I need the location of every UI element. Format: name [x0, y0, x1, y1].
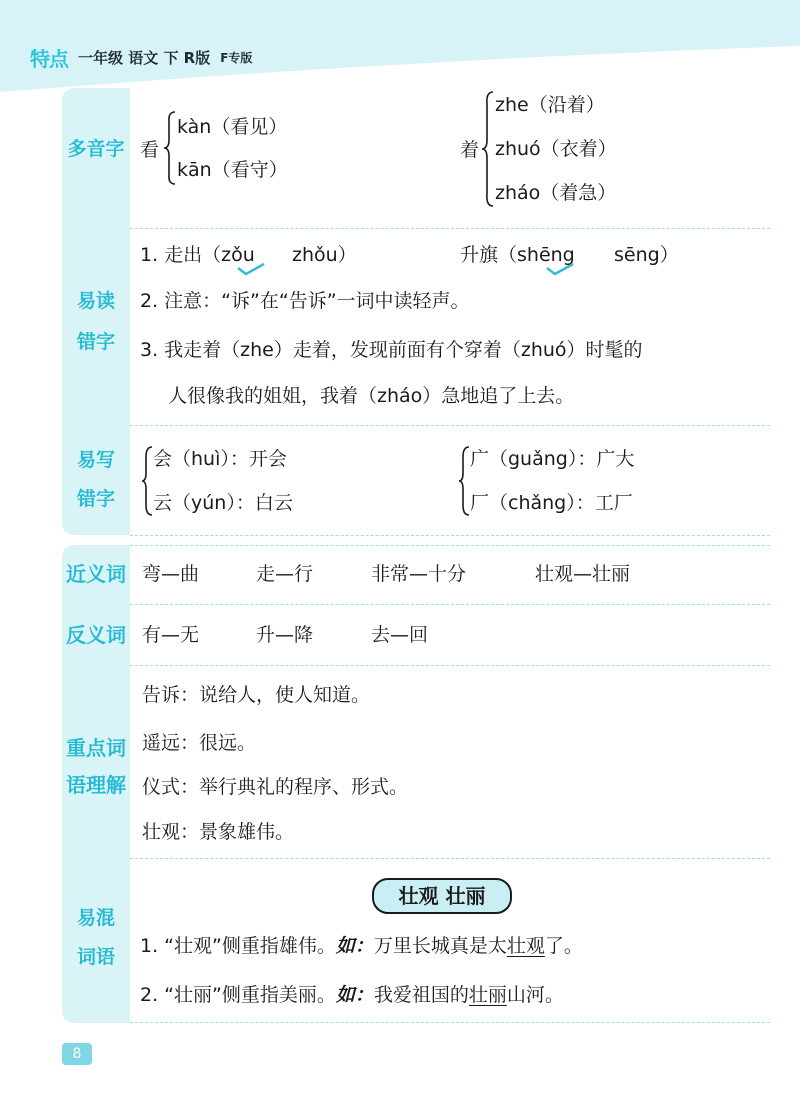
- divider: [130, 1022, 770, 1023]
- misread-line-1a: 1. 走出（zǒu: [140, 244, 255, 266]
- antonym-item: 升—降: [256, 624, 314, 646]
- brand-logo: 特点: [30, 46, 68, 71]
- misread-line-4: 人很像我的姐姐，我着（zháo）急地追了上去。: [168, 385, 575, 407]
- section-label-key-words-2: 语理解: [66, 773, 126, 797]
- miswrite-a2: 云（yún）：白云: [153, 492, 293, 514]
- antonym-item: 有—无: [142, 624, 200, 646]
- section-label-synonyms: 近义词: [66, 562, 126, 586]
- miswrite-b1: 广（guǎng）：广大: [470, 448, 635, 470]
- section-label-antonyms: 反义词: [66, 623, 126, 647]
- brace-icon: [458, 445, 470, 517]
- key-word-item: 告诉：说给人，使人知道。: [142, 684, 371, 706]
- reading-zhe-3: zháo（着急）: [495, 182, 617, 204]
- antonym-item: 去—回: [371, 624, 429, 646]
- section-label-misread-2: 错字: [76, 331, 115, 353]
- confusable-line-2: [140, 983, 564, 1007]
- check-icon: [545, 262, 575, 276]
- page-header: [30, 44, 252, 70]
- misread-line-3: 3. 我走着（zhe）走着，发现前面有个穿着（zhuó）时髦的: [140, 339, 643, 361]
- section-label-miswrite-1: 易写: [76, 449, 115, 471]
- divider: [130, 535, 770, 536]
- confusable-terms-box: 壮观 壮丽: [372, 878, 512, 914]
- synonym-item: 壮观—壮丽: [535, 563, 631, 585]
- section-label-key-words-1: 重点词: [66, 736, 126, 760]
- synonym-item: 弯—曲: [142, 563, 200, 585]
- example-text: 山河。: [506, 984, 564, 1006]
- key-word-item: 遥远：很远。: [142, 732, 257, 754]
- reading-zhe-2: zhuó（衣着）: [495, 138, 617, 160]
- example-text: 我爱祖国的: [373, 984, 469, 1006]
- reading-zhe-1: zhe（沿着）: [495, 94, 605, 116]
- divider: [130, 665, 770, 666]
- key-word-item: 壮观：景象雄伟。: [142, 821, 295, 843]
- misread-line-2: 2. 注意：“诉”在“告诉”一词中读轻声。: [140, 290, 470, 312]
- edition-label: F专版: [220, 50, 253, 65]
- misread-line-1b: zhǒu）: [292, 244, 357, 266]
- misread-line-1d: sēng）: [614, 244, 679, 266]
- section-label-misread-1: 易读: [76, 290, 115, 312]
- example-text: 了。: [544, 935, 583, 957]
- miswrite-a1: 会（huì）：开会: [153, 448, 287, 470]
- page-number: 8: [62, 1043, 92, 1065]
- key-word-item: 仪式：举行典礼的程序、形式。: [142, 776, 409, 798]
- divider: [130, 228, 770, 229]
- divider: [130, 425, 770, 426]
- book-title: 一年级 语文 下 R版: [78, 48, 211, 67]
- section-label-miswrite-2: 错字: [76, 488, 115, 510]
- miswrite-b2: 厂（chǎng）：工厂: [470, 492, 633, 514]
- confusable-line-1-text: 1. “壮观”侧重指雄伟。: [140, 935, 336, 957]
- reading-kan-1: kàn（看见）: [177, 116, 288, 138]
- misread-line-1c: 升旗（shēng: [460, 244, 575, 266]
- example-text: 万里长城真是太: [373, 935, 507, 957]
- brace-icon: [481, 90, 495, 208]
- synonym-item: 非常—十分: [371, 563, 467, 585]
- brace-icon: [141, 445, 153, 517]
- section-label-polyphone: 多音字: [67, 138, 125, 160]
- synonym-item: 走—行: [256, 563, 314, 585]
- example-mark: 如：: [335, 984, 374, 1006]
- divider: [130, 858, 770, 859]
- divider: [130, 604, 770, 605]
- example-underlined: 壮丽: [468, 984, 507, 1006]
- example-underlined: 壮观: [506, 935, 545, 957]
- confusable-line-1: [140, 934, 583, 958]
- polyphone-char-kan: 看: [140, 139, 160, 161]
- section-label-confusable-1: 易混: [76, 907, 115, 929]
- example-mark: 如：: [335, 935, 374, 957]
- reading-kan-2: kān（看守）: [177, 159, 288, 181]
- divider: [130, 545, 770, 546]
- check-icon: [236, 262, 266, 276]
- section-label-confusable-2: 词语: [76, 946, 115, 968]
- brace-icon: [163, 110, 177, 186]
- polyphone-char-zhe: 着: [460, 139, 480, 161]
- confusable-line-2-text: 2. “壮丽”侧重指美丽。: [140, 984, 336, 1006]
